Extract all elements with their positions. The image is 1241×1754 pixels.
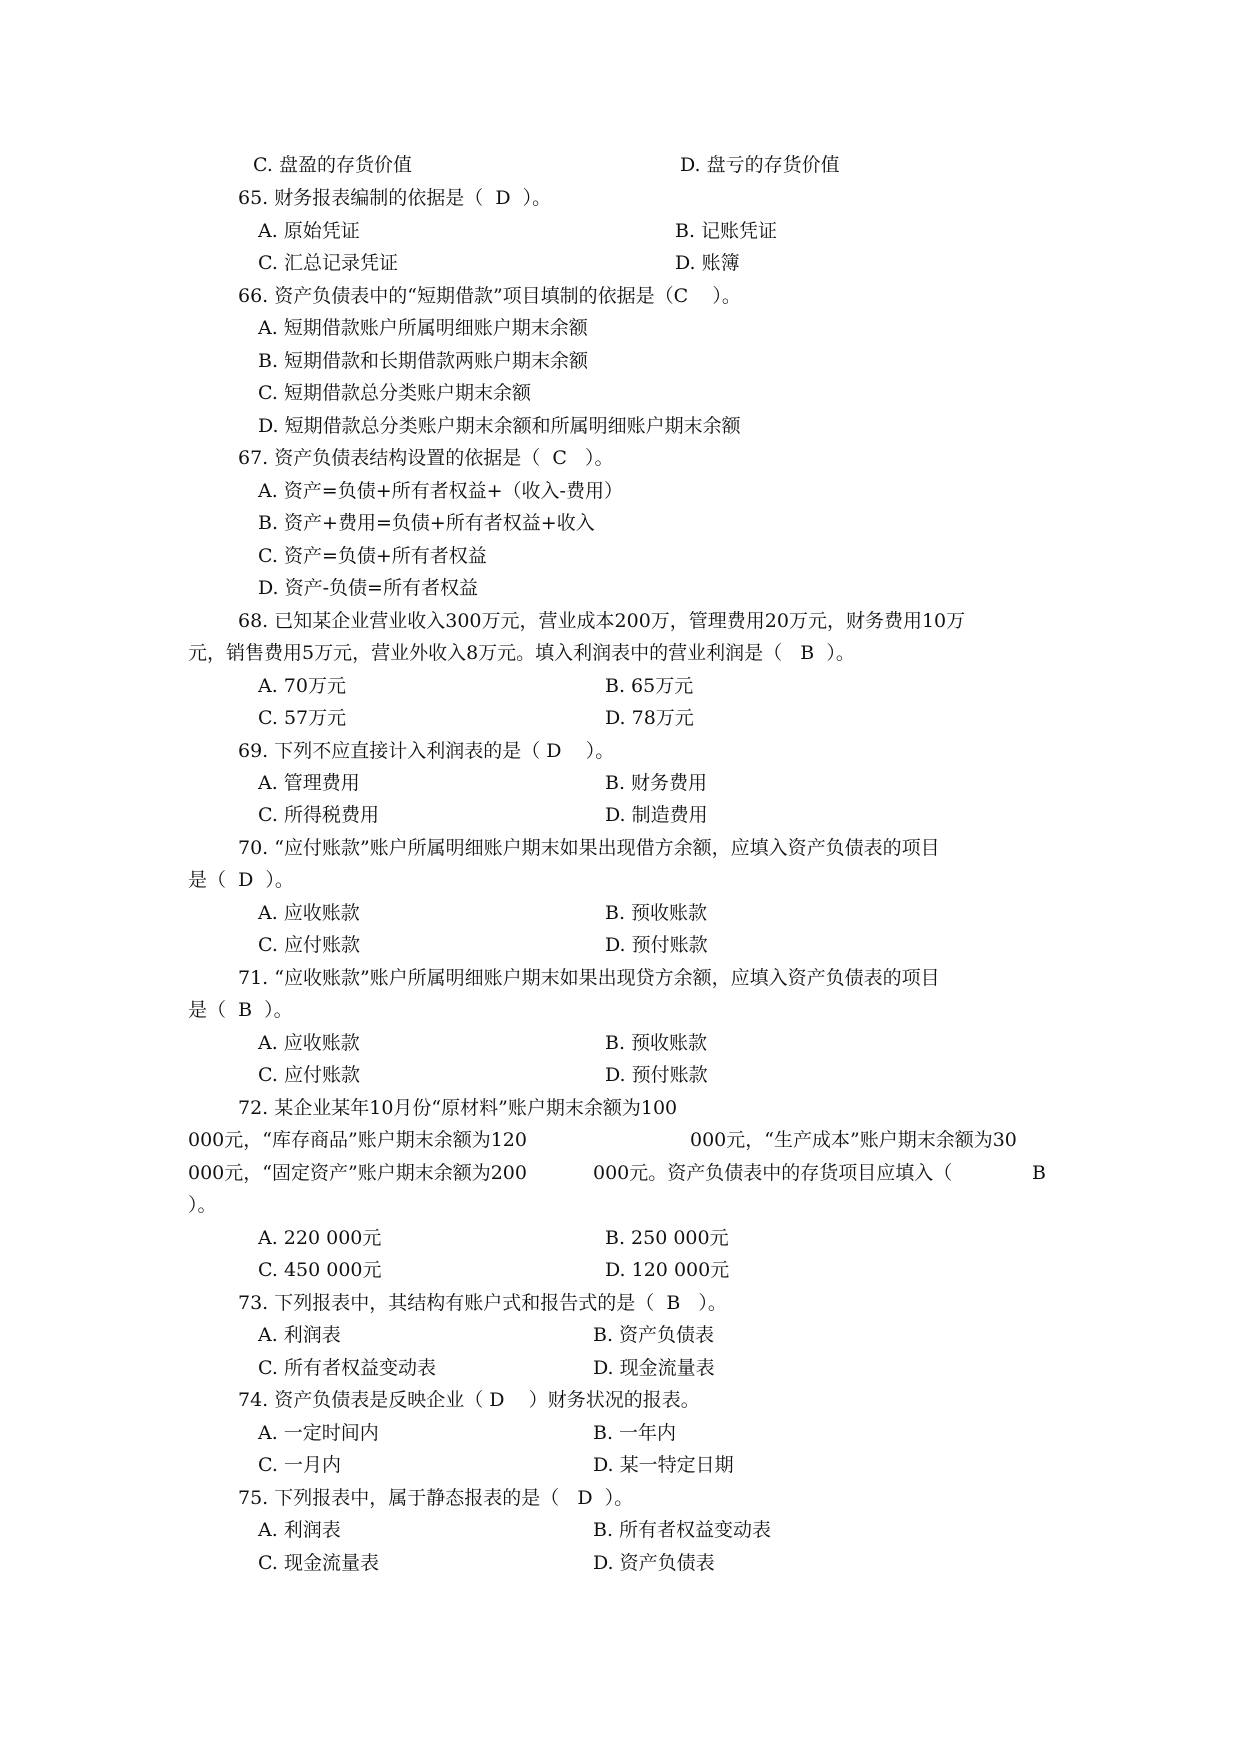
q65-option-a: A. 原始凭证 xyxy=(258,220,360,242)
q65-option-c: C. 汇总记录凭证 xyxy=(258,252,398,274)
q65-stem: 65. 财务报表编制的依据是（ D ）。 xyxy=(238,187,552,209)
q74-option-c: C. 一月内 xyxy=(258,1454,341,1476)
q72-stem-line2-right: 000元，“生产成本”账户期末余额为30 xyxy=(690,1129,1017,1151)
q69-option-b: B. 财务费用 xyxy=(605,772,708,794)
q71-stem-cont: 是（ B ）。 xyxy=(188,999,293,1021)
q72-stem-line3-left: 000元，“固定资产”账户期末余额为200 xyxy=(188,1162,527,1184)
q71-option-c: C. 应付账款 xyxy=(258,1064,360,1086)
q72-option-d: D. 120 000元 xyxy=(605,1259,730,1281)
q73-option-a: A. 利润表 xyxy=(258,1324,341,1346)
q72-stem-line2-left: 000元，“库存商品”账户期末余额为120 xyxy=(188,1129,527,1151)
q68-option-d: D. 78万元 xyxy=(605,707,694,729)
q75-stem: 75. 下列报表中，属于静态报表的是（ D ）。 xyxy=(238,1487,634,1509)
q67-option-a: A. 资产=负债+所有者权益+（收入-费用） xyxy=(258,480,623,502)
q64-option-d: D. 盘亏的存货价值 xyxy=(680,154,840,176)
q72-stem-line4: ）。 xyxy=(188,1194,217,1216)
q75-option-c: C. 现金流量表 xyxy=(258,1552,379,1574)
q69-stem: 69. 下列不应直接计入利润表的是（ D ）。 xyxy=(238,740,615,762)
q74-option-b: B. 一年内 xyxy=(593,1422,677,1444)
q70-stem: 70. “应付账款”账户所属明细账户期末如果出现借方余额，应填入资产负债表的项目 xyxy=(238,837,940,859)
q70-option-c: C. 应付账款 xyxy=(258,934,360,956)
q72-option-c: C. 450 000元 xyxy=(258,1259,382,1281)
q66-stem: 66. 资产负债表中的“短期借款”项目填制的依据是（C ）。 xyxy=(238,285,741,307)
q67-option-c: C. 资产=负债+所有者权益 xyxy=(258,545,487,567)
q75-option-d: D. 资产负债表 xyxy=(593,1552,715,1574)
q67-option-b: B. 资产+费用=负债+所有者权益+收入 xyxy=(258,512,595,534)
q71-option-d: D. 预付账款 xyxy=(605,1064,708,1086)
q74-option-a: A. 一定时间内 xyxy=(258,1422,379,1444)
q72-option-b: B. 250 000元 xyxy=(605,1227,729,1249)
q72-stem: 72. 某企业某年10月份“原材料”账户期末余额为100 xyxy=(238,1097,678,1119)
q68-option-b: B. 65万元 xyxy=(605,675,694,697)
q74-stem: 74. 资产负债表是反映企业（ D ）财务状况的报表。 xyxy=(238,1389,700,1411)
q69-option-a: A. 管理费用 xyxy=(258,772,360,794)
q66-option-c: C. 短期借款总分类账户期末余额 xyxy=(258,382,531,404)
q67-stem: 67. 资产负债表结构设置的依据是（ C ）。 xyxy=(238,447,614,469)
q70-stem-cont: 是（ D ）。 xyxy=(188,869,294,891)
q71-option-b: B. 预收账款 xyxy=(605,1032,708,1054)
q73-option-c: C. 所有者权益变动表 xyxy=(258,1357,436,1379)
q64-option-c: C. 盘盈的存货价值 xyxy=(253,154,412,176)
q68-option-a: A. 70万元 xyxy=(258,675,346,697)
q75-option-a: A. 利润表 xyxy=(258,1519,341,1541)
q66-option-b: B. 短期借款和长期借款两账户期末余额 xyxy=(258,350,589,372)
q70-option-b: B. 预收账款 xyxy=(605,902,708,924)
q68-stem: 68. 已知某企业营业收入300万元，营业成本200万，管理费用20万元，财务费用10万 xyxy=(238,610,966,632)
q68-option-c: C. 57万元 xyxy=(258,707,347,729)
q70-option-d: D. 预付账款 xyxy=(605,934,708,956)
q66-option-d: D. 短期借款总分类账户期末余额和所属明细账户期末余额 xyxy=(258,415,741,437)
q72-option-a: A. 220 000元 xyxy=(258,1227,382,1249)
q73-option-d: D. 现金流量表 xyxy=(593,1357,715,1379)
q65-option-b: B. 记账凭证 xyxy=(675,220,778,242)
q73-stem: 73. 下列报表中，其结构有账户式和报告式的是（ B ）。 xyxy=(238,1292,727,1314)
q66-option-a: A. 短期借款账户所属明细账户期末余额 xyxy=(258,317,588,339)
q75-option-b: B. 所有者权益变动表 xyxy=(593,1519,772,1541)
q70-option-a: A. 应收账款 xyxy=(258,902,360,924)
q65-option-d: D. 账簿 xyxy=(675,252,740,274)
q68-stem-cont: 元，销售费用5万元，营业外收入8万元。填入利润表中的营业利润是（ B ）。 xyxy=(188,642,855,664)
q72-stem-line3-right: 000元。资产负债表中的存货项目应填入（ xyxy=(593,1162,953,1184)
q71-option-a: A. 应收账款 xyxy=(258,1032,360,1054)
q69-option-d: D. 制造费用 xyxy=(605,804,708,826)
q72-answer: B xyxy=(1032,1162,1046,1184)
q71-stem: 71. “应收账款”账户所属明细账户期末如果出现贷方余额，应填入资产负债表的项目 xyxy=(238,967,940,989)
q69-option-c: C. 所得税费用 xyxy=(258,804,379,826)
q74-option-d: D. 某一特定日期 xyxy=(593,1454,734,1476)
q67-option-d: D. 资产-负债=所有者权益 xyxy=(258,577,478,599)
q73-option-b: B. 资产负债表 xyxy=(593,1324,715,1346)
